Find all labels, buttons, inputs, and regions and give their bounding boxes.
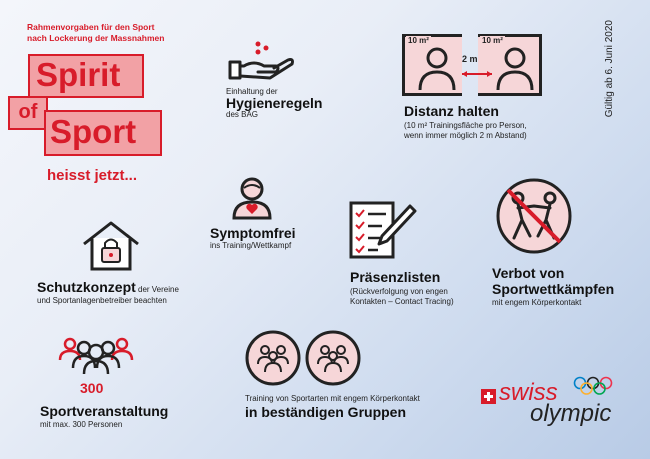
ban-title-2: Sportwettkämpfen: [492, 281, 615, 297]
distance-note-2: wenn immer möglich 2 m Abstand): [404, 131, 527, 140]
area-right-label: 10 m²: [482, 36, 503, 45]
event-title: Sportveranstaltung: [40, 403, 169, 419]
swiss-cross-icon: [481, 389, 496, 404]
presence-title: Präsenzlisten: [350, 269, 441, 285]
of-label: of: [8, 96, 48, 130]
house-lock-icon: [82, 220, 140, 272]
hand-hygiene-icon: [226, 38, 296, 82]
hygiene-title: Hygieneregeln: [226, 95, 323, 111]
heisst-jetzt-label: heisst jetzt...: [47, 167, 138, 184]
ban-sub: mit engem Körperkontakt: [492, 298, 582, 307]
area-left-label: 10 m²: [408, 36, 429, 45]
valid-from-note: [604, 20, 624, 140]
sport-label: Sport: [44, 110, 162, 156]
crowd-icon: [56, 336, 136, 376]
hygiene-post: des BAG: [226, 110, 259, 119]
ban-title-1: Verbot von: [492, 265, 565, 281]
valid-from-text: Gültig ab 6. Juni 2020: [604, 20, 615, 118]
protection-rest: der Vereine: [135, 285, 179, 294]
person-symptom-icon: [230, 176, 274, 220]
logo-swiss: swiss: [499, 379, 558, 406]
logo-olympic: olympic: [530, 400, 612, 427]
hygiene-pre: Einhaltung der: [226, 87, 278, 96]
presence-note-1: (Rückverfolgung von engen: [350, 287, 448, 296]
distance-note-1: (10 m² Trainingsfläche pro Person,: [404, 121, 527, 130]
distance-icon: [402, 34, 542, 98]
group-circles-icon: [245, 330, 363, 386]
distance-title: Distanz halten: [404, 103, 499, 119]
intro-line-2: nach Lockerung der Massnahmen: [27, 33, 165, 43]
event-sub: mit max. 300 Personen: [40, 420, 123, 429]
olympic-rings-icon: [573, 376, 613, 396]
symptom-title: Symptomfrei: [210, 225, 296, 241]
protection-title: Schutzkonzept: [37, 279, 136, 295]
no-contact-sport-icon: [494, 176, 574, 256]
spirit-label: Spirit: [28, 54, 144, 98]
groups-pre: Training von Sportarten mit engem Körperkontakt: [245, 394, 420, 403]
event-count: 300: [80, 380, 104, 396]
protection-line-2: und Sportanlagenbetreiber beachten: [37, 296, 167, 305]
intro-text: [27, 22, 164, 44]
gap-label: 2 m: [462, 54, 478, 64]
intro-line-1: Rahmenvorgaben für den Sport: [27, 22, 155, 32]
groups-title: in beständigen Gruppen: [245, 404, 407, 420]
checklist-pen-icon: [348, 200, 418, 260]
presence-note-2: Kontakten – Contact Tracing): [350, 297, 454, 306]
symptom-sub: ins Training/Wettkampf: [210, 241, 292, 250]
protection-line-1: [37, 279, 179, 297]
